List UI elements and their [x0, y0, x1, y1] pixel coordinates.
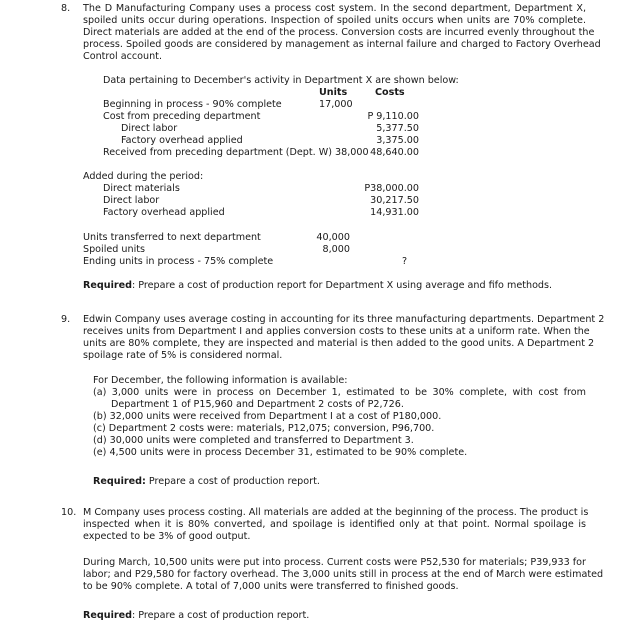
row-cost: 3,375.00	[376, 135, 419, 146]
paragraph-line: spoilage rate of 5% is considered normal.	[83, 350, 283, 361]
row-label: Direct labor	[121, 123, 178, 134]
required-label: Required:	[93, 476, 146, 487]
paragraph-line: to be 90% complete. A total of 7,000 units were transferred to finished goods.	[83, 581, 459, 592]
row-cost: 5,377.50	[376, 123, 419, 134]
row-units: 17,000	[319, 99, 353, 110]
required-label: Required	[83, 280, 132, 291]
paragraph-line: Edwin Company uses average costing in accounting for its three manufacturing departments. Department 2	[83, 314, 605, 325]
paragraph-line: labor; and P29,580 for factory overhead. The 3,000 units still in process at the end of March were estimated	[83, 569, 604, 580]
paragraph-line: units are 80% complete, they are inspected and material is then added to the good units. A Department 2	[83, 338, 595, 349]
row-label: Direct labor	[103, 195, 160, 206]
row-label: Factory overhead applied	[103, 207, 225, 218]
paragraph-line: receives units from Department I and applies conversion costs to these units at a uniform rate. When the	[83, 326, 590, 337]
paragraph-line: inspected when it is 80% converted, and spoilage is identified only at that point. Normal spoilage is	[83, 519, 586, 530]
required-line	[83, 610, 309, 622]
required-text: Prepare a cost of production report.	[145, 476, 320, 487]
paragraph-line: Control account.	[83, 51, 162, 62]
row-cost: 30,217.50	[370, 195, 419, 206]
required-text: : Prepare a cost of production report for Department X using average and fifo methods.	[132, 280, 553, 291]
list-item: (e) 4,500 units were in process December 31, estimated to be 90% complete.	[93, 447, 468, 458]
paragraph-line: expected to be 3% of good output.	[83, 531, 251, 542]
list-item: Department 1 of P15,960 and Department 2 costs of P2,726.	[111, 399, 404, 410]
row-label: Cost from preceding department	[103, 111, 261, 122]
list-item: (c) Department 2 costs were: materials, P12,075; conversion, P96,700.	[93, 423, 435, 434]
row-cost: ?	[402, 256, 408, 267]
row-units: 8,000	[322, 244, 350, 255]
added-label: Added during the period:	[83, 171, 204, 182]
list-item: (d) 30,000 units were completed and transferred to Department 3.	[93, 435, 414, 446]
row-units: 40,000	[316, 232, 350, 243]
row-label: Beginning in process - 90% complete	[103, 99, 282, 110]
problem-number: 10.	[61, 507, 77, 518]
info-intro: For December, the following information is available:	[93, 375, 348, 386]
problem-number: 8.	[61, 3, 71, 14]
row-label: Direct materials	[103, 183, 180, 194]
paragraph-line: The D Manufacturing Company uses a process cost system. In the second department, Department X,	[83, 3, 586, 14]
problem-number: 9.	[61, 314, 71, 325]
paragraph-line: process. Spoiled goods are considered by management as internal failure and charged to Factory Overhead	[83, 39, 601, 50]
paragraph-line: During March, 10,500 units were put into process. Current costs were P52,530 for materials; P39,933 for	[83, 557, 586, 568]
required-label: Required	[83, 610, 132, 621]
row-label: Received from preceding department (Dept. W) 38,000	[103, 147, 369, 158]
required-text: : Prepare a cost of production report.	[132, 610, 310, 621]
row-cost: 14,931.00	[370, 207, 419, 218]
required-line	[93, 476, 320, 488]
col-header-costs: Costs	[375, 87, 405, 98]
col-header-units: Units	[319, 87, 348, 98]
row-cost: P38,000.00	[364, 183, 419, 194]
required-line	[83, 280, 552, 292]
row-cost: 48,640.00	[370, 147, 419, 158]
list-item: (a) 3,000 units were in process on December 1, estimated to be 30% complete, with cost from	[93, 387, 586, 398]
row-label: Spoiled units	[83, 244, 146, 255]
row-label: Units transferred to next department	[83, 232, 261, 243]
paragraph-line: M Company uses process costing. All materials are added at the beginning of the process. The product is	[83, 507, 589, 518]
paragraph-line: spoiled units occur during operations. Inspection of spoiled units occurs when units are 70% complete.	[83, 15, 586, 26]
paragraph-line: Direct materials are added at the end of the process. Conversion costs are incurred evenly throughout the	[83, 27, 595, 38]
row-label: Ending units in process - 75% complete	[83, 256, 274, 267]
list-item: (b) 32,000 units were received from Department I at a cost of P180,000.	[93, 411, 442, 422]
row-cost: P 9,110.00	[367, 111, 419, 122]
data-intro: Data pertaining to December's activity in Department X are shown below:	[103, 75, 459, 86]
row-label: Factory overhead applied	[121, 135, 243, 146]
